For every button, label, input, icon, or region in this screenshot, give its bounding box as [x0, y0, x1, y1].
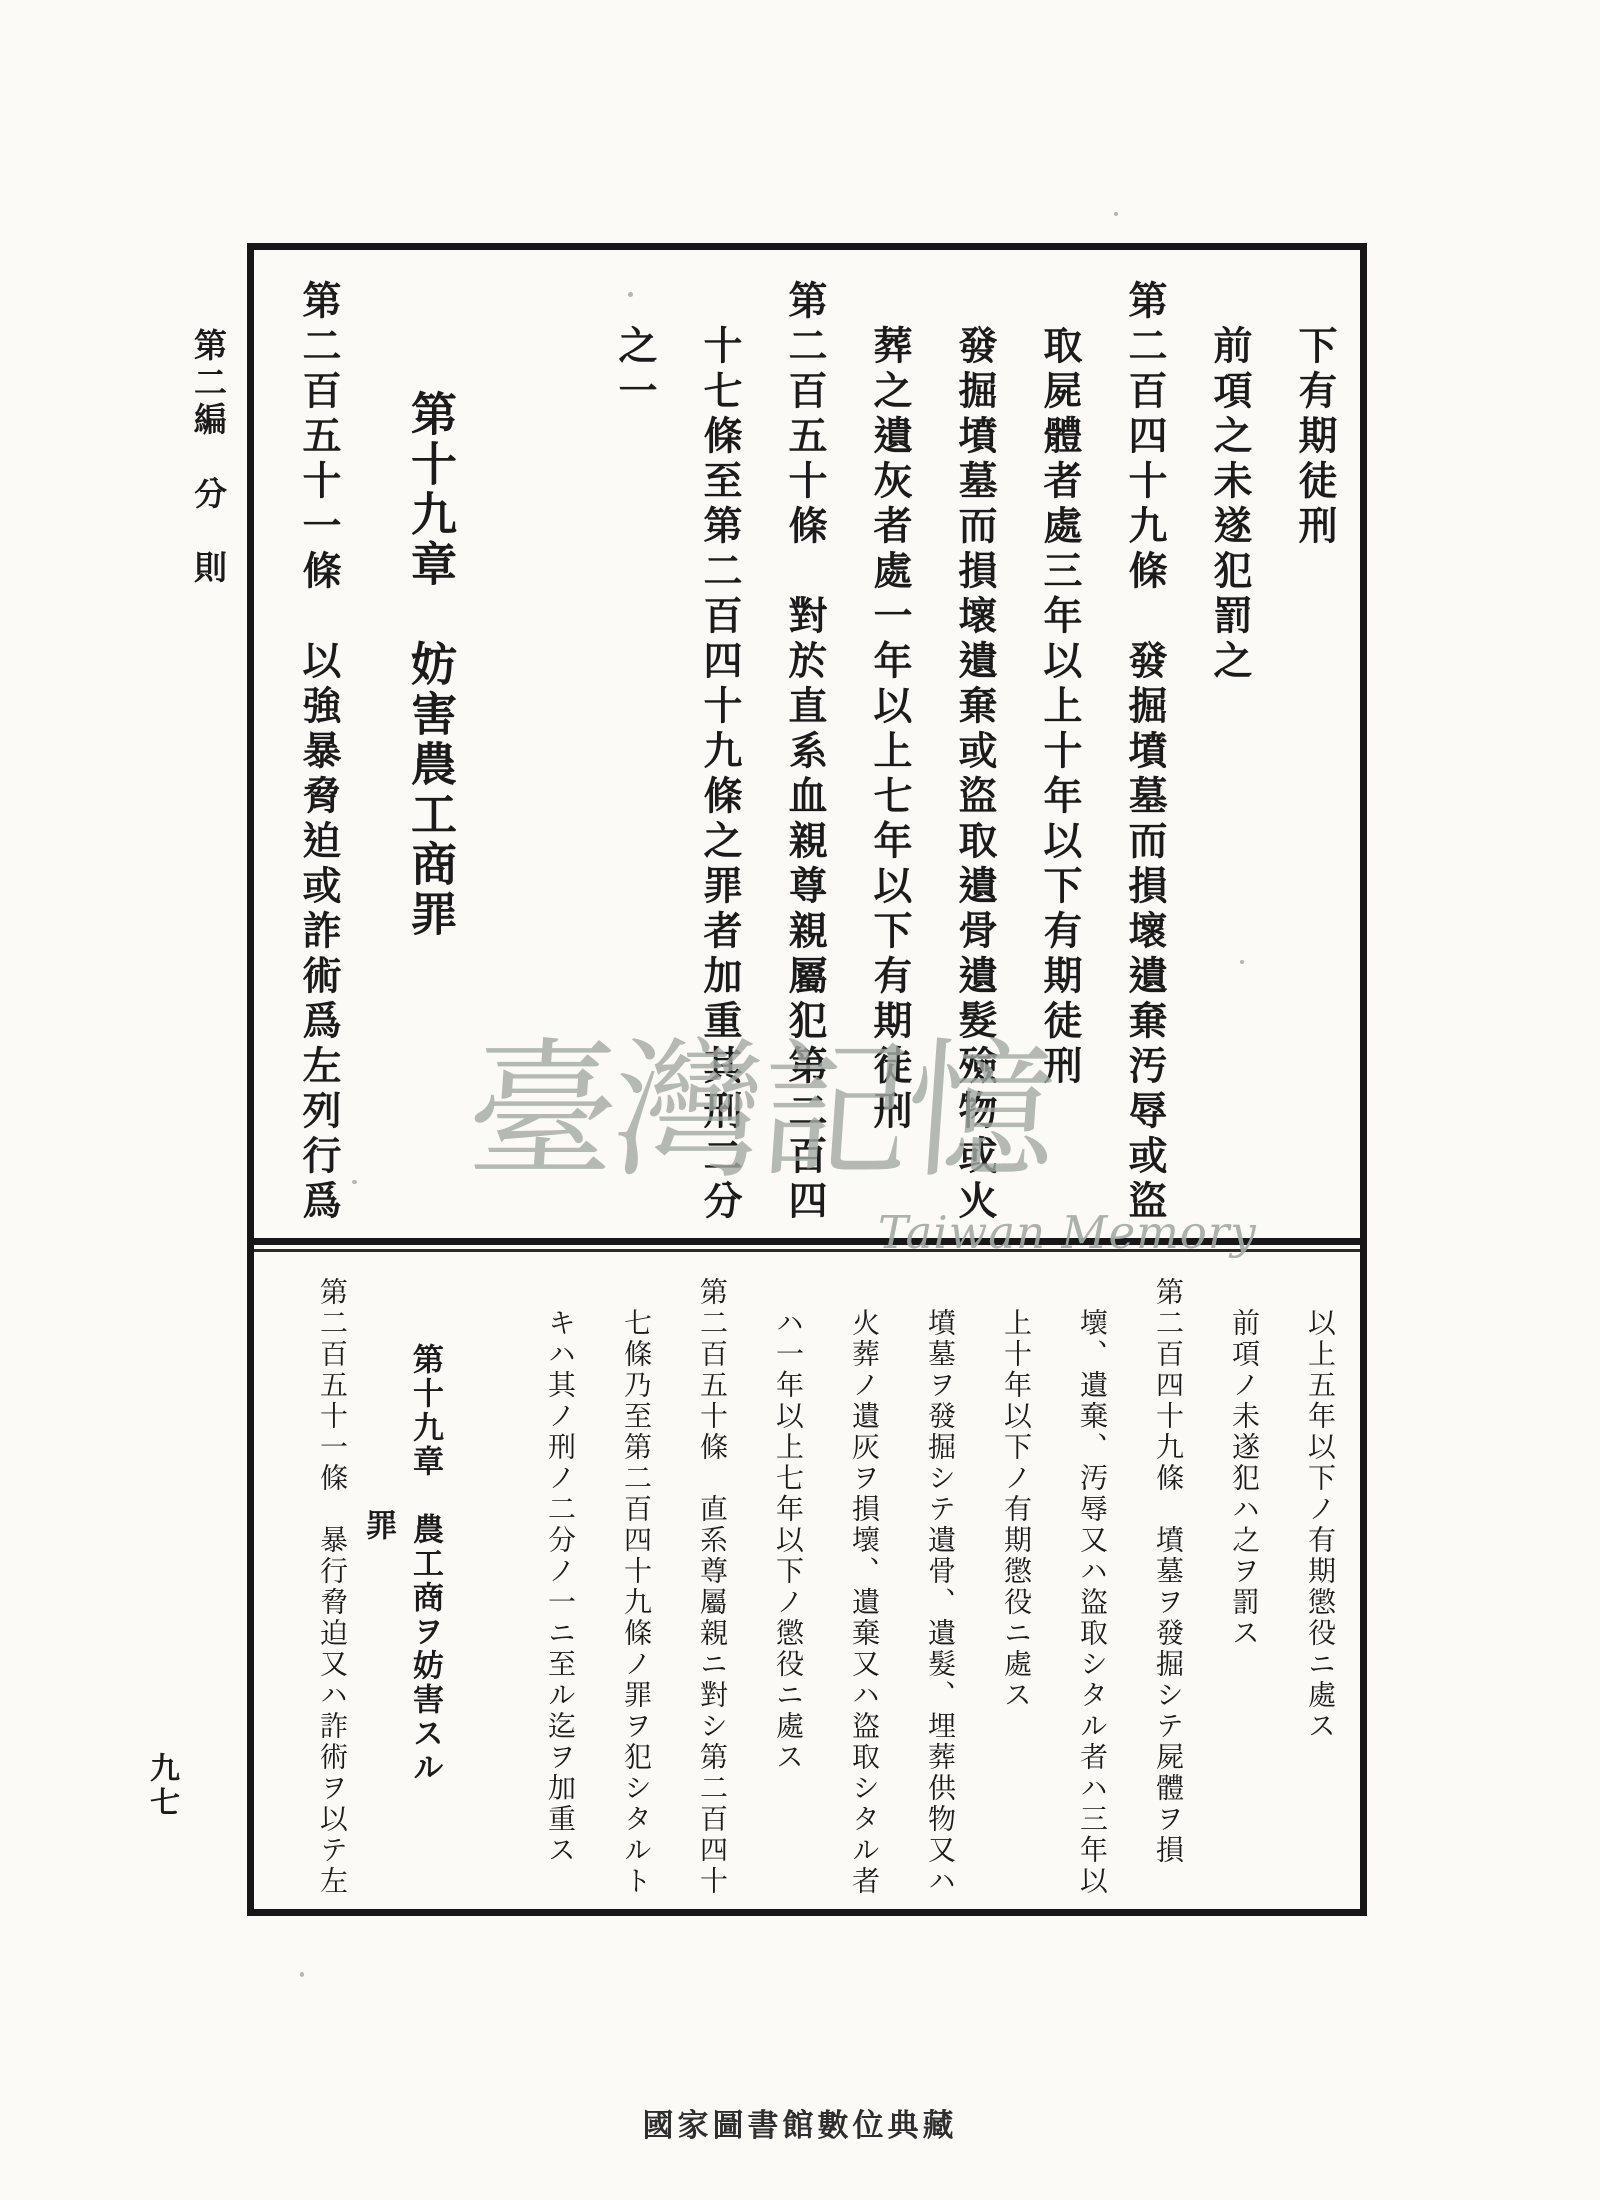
chapter-19-heading-chinese: 第十九章 妨害農工商罪 [404, 390, 458, 940]
text-column: 取屍體者處三年以上十年以下有期徒刑 [1037, 325, 1083, 1090]
scan-speck [1114, 212, 1118, 216]
article-250-column: 第二百五十條 對於直系血親尊親屬犯第二百四 [782, 280, 828, 1225]
text-column: 之一 [612, 325, 658, 415]
text-column: 上十年以下ノ有期懲役ニ處ス [1000, 1308, 1033, 1711]
scan-speck [628, 292, 633, 297]
text-column: 前項之未遂犯罰之 [1207, 325, 1253, 685]
chinese-statute-section [254, 250, 1360, 1238]
section-divider-rule [254, 1238, 1360, 1252]
text-column: キハ其ノ刑ノ二分ノ一ニ至ル迄ヲ加重ス [544, 1308, 577, 1866]
japanese-translation-section [254, 1252, 1360, 1904]
chapter-19-heading-japanese: 第十九章 農工商ヲ妨害スル [407, 1343, 443, 1785]
chapter-heading-wrap-column: 罪 [360, 1509, 396, 1543]
text-column: 以上五年以下ノ有期懲役ニ處ス [1304, 1308, 1337, 1742]
taiwan-memory-watermark-cjk: 臺灣記憶 [461, 1025, 1059, 1199]
text-column: 壞、遺棄、汚辱又ハ盜取シタル者ハ三年以 [1076, 1308, 1109, 1897]
text-column: 十七條至第二百四十九條之罪者加重其刑二分 [697, 325, 743, 1225]
text-column: 前項ノ未遂犯ハ之ヲ罰ス [1228, 1308, 1261, 1649]
article-251-column-ja: 第二百五十一條 暴行脅迫又ハ詐術ヲ以テ左 [316, 1277, 349, 1897]
article-251-column: 第二百五十一條 以強暴脅迫或詐術爲左列行爲 [296, 280, 342, 1225]
text-column: 下有期徒刑 [1292, 325, 1338, 550]
article-249-column-ja: 第二百四十九條 墳墓ヲ發掘シテ屍體ヲ損 [1152, 1277, 1185, 1866]
text-frame [247, 243, 1367, 1916]
scan-speck [300, 1972, 304, 1977]
taiwan-memory-watermark-latin: Taiwan Memory [878, 1206, 1257, 1259]
text-column: 發掘墳墓而損壞遺棄或盜取遺骨遺髮殮物或火 [952, 325, 998, 1225]
text-column: 墳墓ヲ發掘シテ遺骨、遺髮、埋葬供物又ハ [924, 1308, 957, 1897]
page-number: 九七 [144, 1752, 179, 1820]
archive-footer-caption: 國家圖書館數位典藏 [642, 2108, 958, 2144]
scan-speck [352, 1180, 357, 1184]
margin-part-label: 第二編 分 則 [189, 328, 228, 587]
text-column: 七條乃至第二百四十九條ノ罪ヲ犯シタルト [620, 1308, 653, 1897]
text-column: 火葬ノ遺灰ヲ損壞、遺棄又ハ盜取シタル者 [848, 1308, 881, 1897]
text-column: 葬之遺灰者處一年以上七年以下有期徒刑 [867, 325, 913, 1135]
text-column: ハ一年以上七年以下ノ懲役ニ處ス [772, 1308, 805, 1773]
article-249-column: 第二百四十九條 發掘墳墓而損壞遺棄汚辱或盜 [1122, 280, 1168, 1225]
scan-speck [1240, 960, 1244, 964]
article-250-column-ja: 第二百五十條 直系尊屬親ニ對シ第二百四十 [696, 1277, 729, 1897]
